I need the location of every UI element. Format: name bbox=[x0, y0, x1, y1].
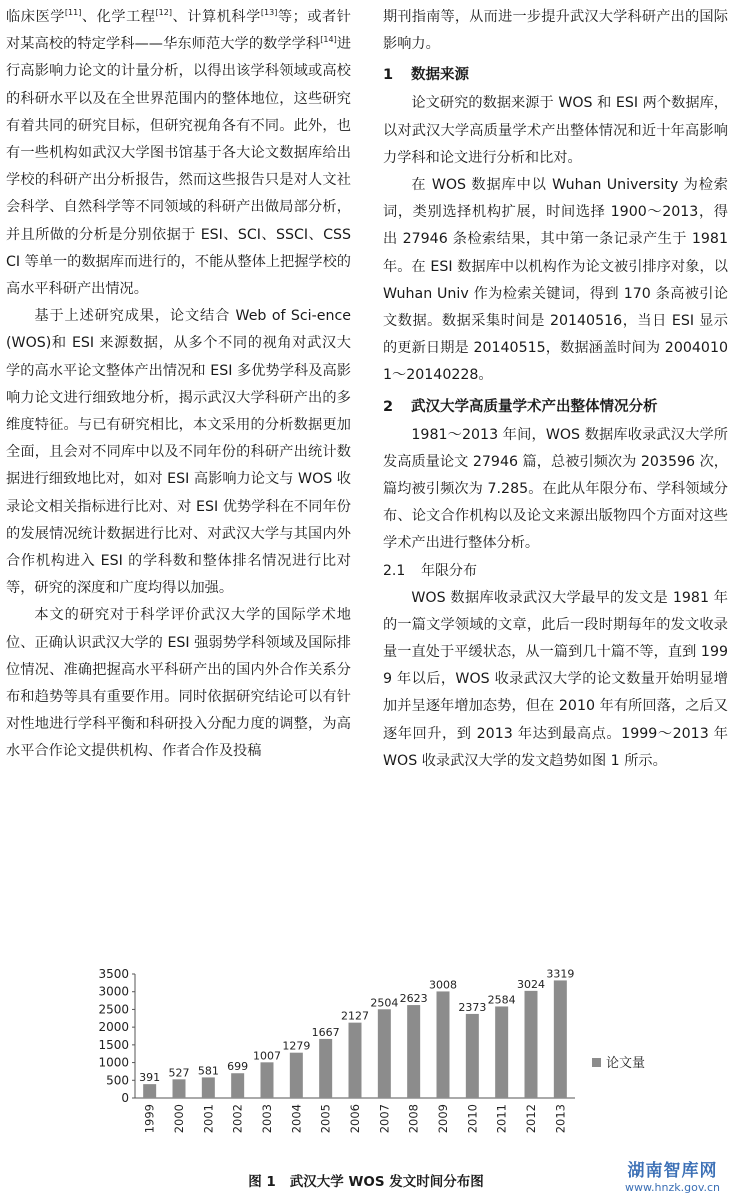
right-paragraph-2: 在 WOS 数据库中以 Wuhan University 为检索词，类别选择机构扩展，时间选择 1900～2013，得出 27946 条检索结果，其中第一条记录产生于 1981 年。在 ESI 数据库中以机构作为论文被引排序对象，以 Wuhan Univ 作为检索关键词，得到 170 条高被引论文数据。数据采集时间是 20140516，当日 ESI 显示的更新日期是 20140515，数据涵盖时间为 20040101～20140228。 bbox=[383, 177, 728, 384]
x-tick-label: 2001 bbox=[201, 1104, 216, 1134]
left-paragraph-2: 基于上述研究成果，论文结合 Web of Sci-ence(WOS)和 ESI 来源数据，从多个不同的视角对武汉大学的高水平论文整体产出情况和 ESI 多优势学科及高影响力论文进行细致地分析，揭示武汉大学科研产出的多维度特征。与已有研究相比，本文采用的分析数据更加全面，且会对不同库中以及不同年份的科研产出统计数据进行细致地比对，如对 ESI 高影响力论文与 WOS 收录论文相关指标进行比对、对 ESI 优势学科在不同年份的发展情况统计数据进行比对、对武汉大学与其国内外合作机构进入 ESI 的学科数和整体排名情况进行比对等，研究的深度和广度均得以加强。 bbox=[6, 308, 351, 597]
bar bbox=[554, 980, 567, 1098]
legend-label: 论文量 bbox=[606, 1056, 646, 1071]
x-tick-label: 2000 bbox=[172, 1104, 186, 1134]
bar-value-label: 3024 bbox=[517, 977, 545, 991]
right-paragraph-1: 论文研究的数据来源于 WOS 和 ESI 两个数据库，以对武汉大学高质量学术产出整体情况和近十年高影响力学科和论文进行分析和比对。 bbox=[383, 95, 728, 166]
citation-ref: [12] bbox=[155, 8, 172, 17]
watermark-title: 湖南智库网 bbox=[627, 1161, 718, 1181]
text-run: 等；或者针对某高校的特定学科——华东师范大学的数学学科 bbox=[6, 9, 351, 53]
figure-1-chart bbox=[60, 955, 680, 1155]
subsection-title: 年限分布 bbox=[421, 562, 477, 579]
bar bbox=[261, 1062, 274, 1098]
bar bbox=[466, 1014, 479, 1098]
x-tick-label: 2011 bbox=[494, 1104, 509, 1134]
bar-value-label: 2584 bbox=[487, 993, 516, 1007]
y-tick-label: 3000 bbox=[98, 984, 129, 999]
section-2-heading bbox=[383, 394, 728, 420]
citation-ref: [11] bbox=[64, 8, 82, 17]
bar bbox=[290, 1053, 303, 1098]
right-paragraph-3: 1981～2013 年间，WOS 数据库收录武汉大学所发高质量论文 27946 篇，总被引频次为 203596 次，篇均被引频次为 7.285。在此从年限分布、学科领域分布、论文合作机构以及论文来源出版物四个方面对这些学术产出进行整体分析。 bbox=[383, 426, 728, 552]
figure-caption bbox=[0, 1170, 732, 1190]
legend-swatch bbox=[592, 1058, 601, 1067]
bar-value-label: 2127 bbox=[341, 1009, 369, 1023]
x-tick-label: 2010 bbox=[465, 1104, 480, 1134]
bar bbox=[407, 1005, 420, 1098]
bar-chart bbox=[60, 955, 680, 1155]
y-tick-label: 2000 bbox=[98, 1020, 129, 1035]
citation-ref: [14] bbox=[320, 35, 337, 45]
bar-value-label: 3008 bbox=[429, 978, 457, 992]
y-tick-label: 1500 bbox=[98, 1037, 129, 1052]
bar-value-label: 391 bbox=[139, 1071, 161, 1085]
bar bbox=[202, 1077, 215, 1098]
y-tick-label: 2500 bbox=[98, 1002, 129, 1017]
x-tick-label: 2005 bbox=[318, 1104, 333, 1134]
bar-value-label: 2504 bbox=[370, 996, 399, 1010]
x-tick-label: 2004 bbox=[289, 1104, 304, 1134]
right-paragraph-continued: 期刊指南等，从而进一步提升武汉大学科研产出的国际影响力。 bbox=[383, 9, 728, 53]
bar bbox=[378, 1009, 391, 1098]
bar-value-label: 699 bbox=[227, 1060, 249, 1074]
citation-ref: [13] bbox=[260, 8, 278, 17]
left-paragraph-1 bbox=[6, 4, 351, 303]
bar-value-label: 2373 bbox=[458, 1000, 487, 1014]
x-tick-label: 2006 bbox=[348, 1104, 362, 1134]
watermark-logo bbox=[625, 1156, 720, 1194]
text-run: 、化学工程 bbox=[81, 9, 156, 25]
bar-value-label: 2623 bbox=[399, 992, 428, 1006]
figure-caption-text: 武汉大学 WOS 发文时间分布图 bbox=[289, 1174, 484, 1190]
bar-value-label: 3319 bbox=[546, 967, 575, 981]
section-1-heading bbox=[383, 62, 728, 88]
left-paragraph-3: 本文的研究对于科学评价武汉大学的国际学术地位、正确认识武汉大学的 ESI 强弱势学科领域及国际排位情况、准确把握高水平科研产出的国内外合作关系分布和趋势等具有重要作用。同时依据研究结论可以有针对性地进行学科平衡和科研投入分配力度的调整，为高水平合作论文提供机构、作者合作及投稿 bbox=[6, 607, 351, 760]
subsection-number: 2.1 bbox=[383, 562, 406, 579]
watermark-url: www.hnzk.gov.cn bbox=[625, 1181, 720, 1194]
text-run: 临床医学 bbox=[6, 9, 65, 25]
section-number: 2 bbox=[383, 398, 394, 415]
subsection-2-1-heading bbox=[383, 558, 728, 585]
bar-value-label: 581 bbox=[197, 1064, 219, 1078]
bar bbox=[525, 991, 538, 1098]
y-tick-label: 1000 bbox=[98, 1055, 129, 1070]
bar-value-label: 527 bbox=[168, 1066, 190, 1080]
x-tick-label: 2008 bbox=[406, 1104, 421, 1134]
bar bbox=[349, 1023, 362, 1098]
right-column bbox=[383, 4, 728, 775]
section-title: 数据来源 bbox=[411, 67, 469, 84]
left-column bbox=[6, 4, 351, 766]
x-tick-label: 2002 bbox=[230, 1104, 245, 1134]
bar bbox=[231, 1073, 244, 1098]
x-tick-label: 2003 bbox=[260, 1104, 274, 1134]
right-paragraph-4: WOS 数据库收录武汉大学最早的发文是 1981 年的一篇文学领域的文章，此后一段时期每年的发文收录量一直处于平缓状态，从一篇到几十篇不等，直到 1999 年以后，WOS 收录武汉大学的论文数量开始明显增加并呈逐年增加态势，但在 2010 年有所回落，之后又逐年回升，到 2013 年达到最高点。1999～2013 年 WOS 收录武汉大学的发文趋势如图 1 所示。 bbox=[383, 589, 728, 769]
y-tick-label: 0 bbox=[121, 1091, 129, 1105]
bar bbox=[495, 1006, 508, 1098]
figure-number: 图 1 bbox=[248, 1174, 276, 1190]
x-tick-label: 1999 bbox=[142, 1104, 157, 1134]
bar bbox=[437, 991, 450, 1098]
bar bbox=[173, 1079, 186, 1098]
x-tick-label: 2007 bbox=[377, 1104, 392, 1134]
bar-value-label: 1007 bbox=[253, 1049, 281, 1063]
text-run: 进行高影响力论文的计量分析，以得出该学科领域或高校的科研水平以及在全世界范围内的整体地位，这些研究有着共同的研究目标，但研究视角各有不同。此外，也有一些机构如武汉大学图书馆基于各大论文数据库给出学校的科研产出分析报告，然而这些报告只是对人文社会科学、自然科学等不同领域的科研产出做局部分析，并且所做的分析是分别依据于 ESI、SCI、SSCI、CSSCI 等单一的数据库而进行的，不能从整体上把握学校的高水平科研产出情况。 bbox=[6, 36, 351, 298]
bar bbox=[319, 1039, 332, 1098]
y-tick-label: 500 bbox=[106, 1073, 129, 1088]
bar-value-label: 1667 bbox=[311, 1025, 340, 1039]
x-tick-label: 2009 bbox=[436, 1104, 450, 1134]
bar-value-label: 1279 bbox=[282, 1039, 311, 1053]
x-tick-label: 2013 bbox=[553, 1104, 568, 1134]
x-tick-label: 2012 bbox=[524, 1104, 538, 1134]
section-number: 1 bbox=[383, 67, 394, 84]
section-title: 武汉大学高质量学术产出整体情况分析 bbox=[411, 398, 658, 415]
bar bbox=[143, 1084, 156, 1098]
y-tick-label: 3500 bbox=[98, 967, 129, 981]
text-run: 、计算机科学 bbox=[171, 9, 261, 25]
